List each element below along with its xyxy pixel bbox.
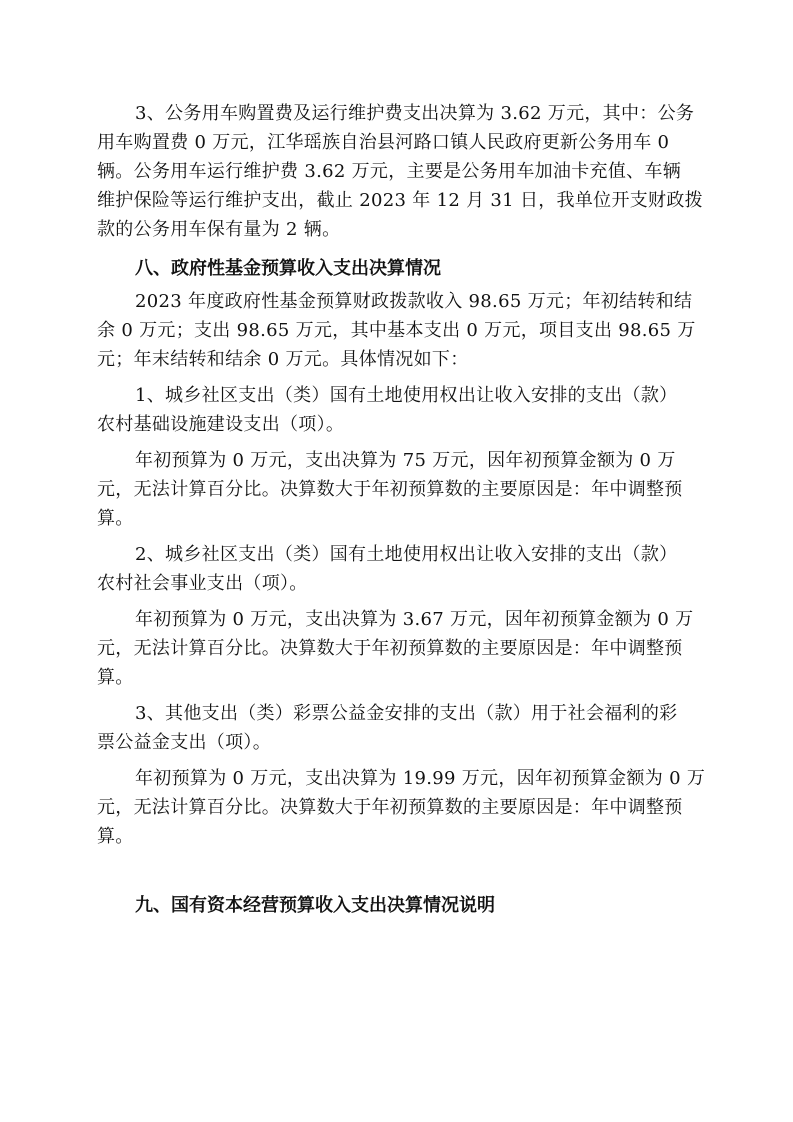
- text-line: 年初预算为 0 万元，支出决算为 3.67 万元，因年初预算金额为 0 万: [135, 609, 694, 630]
- text-line: 3、其他支出（类）彩票公益金安排的支出（款）用于社会福利的彩: [135, 703, 678, 724]
- text-line: 票公益金支出（项）。: [97, 732, 271, 753]
- item-body-2: [97, 605, 697, 692]
- item-title-2: [97, 540, 697, 598]
- text-line: 算。: [97, 826, 134, 847]
- text-line: 2023 年度政府性基金预算财政拨款收入 98.65 万元；年初结转和结: [135, 291, 693, 312]
- text-line: 元，无法计算百分比。决算数大于年初预算数的主要原因是：年中调整预: [97, 638, 683, 659]
- text-line: 余 0 万元；支出 98.65 万元，其中基本支出 0 万元，项目支出 98.65 万: [97, 320, 696, 341]
- text-line: 元，无法计算百分比。决算数大于年初预算数的主要原因是：年中调整预: [97, 479, 683, 500]
- item-body-1: [97, 446, 697, 533]
- text-line: 年初预算为 0 万元，支出决算为 19.99 万元，因年初预算金额为 0 万: [135, 768, 706, 789]
- text-line: 维护保险等运行维护支出，截止 2023 年 12 月 31 日，我单位开支财政拨: [97, 190, 703, 211]
- item-title-3: [97, 699, 697, 757]
- text-line: 年初预算为 0 万元，支出决算为 75 万元，因年初预算金额为 0 万: [135, 450, 676, 471]
- text-line: 农村基础设施建设支出（项）。: [97, 414, 345, 435]
- text-line: 辆。公务用车运行维护费 3.62 万元，主要是公务用车加油卡充值、车辆: [97, 161, 682, 182]
- item-title-1: [97, 381, 697, 439]
- section-heading-state-capital: 九、国有资本经营预算收入支出决算情况说明: [135, 895, 495, 916]
- text-line: 1、城乡社区支出（类）国有土地使用权出让收入安排的支出（款）: [135, 385, 678, 406]
- text-line: 元；年末结转和结余 0 万元。具体情况如下：: [97, 349, 469, 370]
- item-body-3: [97, 764, 706, 851]
- document-page: [97, 99, 706, 920]
- paragraph-vehicle-expenses: [97, 99, 703, 244]
- text-line: 算。: [97, 667, 134, 688]
- paragraph-fund-intro: [97, 287, 697, 374]
- text-line: 元，无法计算百分比。决算数大于年初预算数的主要原因是：年中调整预: [97, 797, 683, 818]
- text-line: 农村社会事业支出（项）。: [97, 573, 308, 594]
- text-line: 算。: [97, 508, 134, 529]
- text-line: 用车购置费 0 万元，江华瑶族自治县河路口镇人民政府更新公务用车 0: [97, 132, 670, 153]
- text-line: 2、城乡社区支出（类）国有土地使用权出让收入安排的支出（款）: [135, 544, 678, 565]
- text-line: 3、公务用车购置费及运行维护费支出决算为 3.62 万元，其中：公务: [135, 103, 695, 124]
- section-heading-government-fund: 八、政府性基金预算收入支出决算情况: [135, 258, 441, 279]
- text-line: 款的公务用车保有量为 2 辆。: [97, 219, 341, 240]
